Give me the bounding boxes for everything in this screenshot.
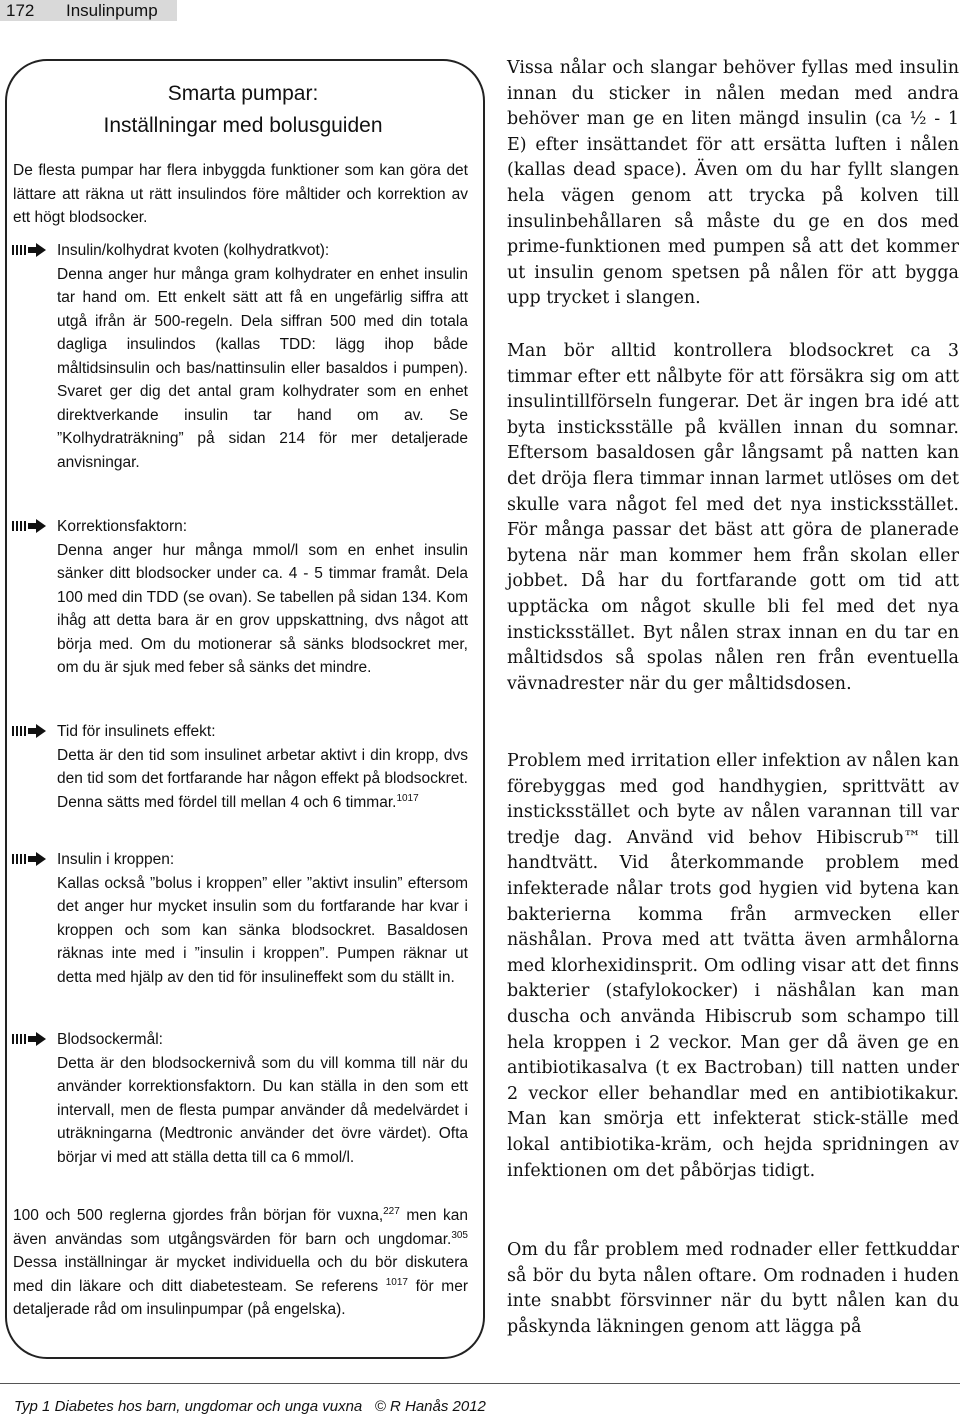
arrow-right-icon: [12, 243, 48, 257]
item-heading: Insulin i kroppen:: [57, 851, 175, 868]
body-paragraph-1: Vissa nålar och slangar behöver fyllas med insulin innan du sticker in nålen medan med andra behöver man ge en liten mängd insulin (ca ½ - 1 E) efter insättandet för att ersätta luften i nålen (kallas dead space). Även om du har fyllt slangen hela vägen genom att trycka på kolven till insulinbehållaren så måste du ge en dos med prime-funktionen med pumpen så att det kommer ut insulin genom spetsen på nålen för att bygga upp trycket i slangen.: [507, 58, 959, 309]
item-text: Denna anger hur många gram kolhydrater en enhet insulin tar hand om. Ett enkelt sätt att få en ungefärlig siffra att utgå ifrån är 500-regeln. Dela siffran 500 med din totala dagliga insulindos (kallas TDD: lägg ihop både måltidsinsulin och bas/nattinsulin eller basaldos i pumpen). Svaret ger dig det antal gram kolhydrater som en enhet direktverkande insulin tar hand om av. Se ”Kolhydraträkning” på sidan 214 för mer detaljerade anvisningar.: [57, 265, 468, 471]
box-closing-paragraph: [13, 1204, 468, 1322]
reference-number: 1017: [385, 1276, 408, 1288]
arrow-right-icon: [12, 852, 48, 866]
item-text: Kallas också ”bolus i kroppen” eller ”aktivt insulin” eftersom det anger hur mycket insulin som du fortfarande har kvar i kroppen och som kan sänka blodsockret. Basaldosen räknas inte med i ”insulin i kroppen”. Pumpen räknar ut detta med hjälp av den tid för insulineffekt som du ställt in.: [57, 874, 468, 986]
page-footer: Typ 1 Diabetes hos barn, ungdomar och unga vuxna © R Hanås 2012: [14, 1398, 486, 1415]
reference-number: 305: [451, 1229, 468, 1241]
arrow-right-icon: [12, 724, 48, 738]
reference-number: 227: [383, 1205, 400, 1217]
box-item-insulin-i-kroppen: [57, 848, 468, 989]
box-item-blodsockermal: [57, 1028, 468, 1169]
page-header: [0, 0, 177, 21]
closing-text-3: Dessa inställningar är mycket individuella och du bör diskutera med din läkare och ditt diabetesteam. Se referens: [13, 1254, 468, 1295]
item-heading: Insulin/kolhydrat kvoten (kolhydratkvot):: [57, 242, 330, 259]
item-heading: Blodsockermål:: [57, 1031, 163, 1048]
item-heading: Tid för insulinets effekt:: [57, 723, 216, 740]
closing-text-2: men kan även användas som utgångsvärden för barn och ungdomar.: [13, 1207, 468, 1248]
reference-number: 1017: [396, 792, 419, 804]
box-item-kolhydratkvot: [57, 239, 468, 474]
section-title: Insulinpump: [66, 1, 158, 20]
box-item-insulineffekt: [57, 720, 468, 814]
body-paragraph-2: Man bör alltid kontrollera blodsockret ca 3 timmar efter ett nålbyte för att försäkra sig om att insulintillförseln fungerar. Det är ingen bra idé att byta insticksställe på kvällen innan du somnar. Eftersom basaldosen går långsamt på natten kan det dröja flera timmar innan larmet utlöses om det skulle vara något fel med det nya insticksstället. För många passar det bäst att göra de planerade bytena när man kommer hem från skolan eller jobbet. Då har du fortfarande gott om tid att upptäcka om något skulle bli fel med det nya insticksstället. Byt nålen strax innan en du tar en måltidsdos så spolas nålen ren från eventuella vävnadrester när du ger måltidsdosen.: [507, 341, 959, 694]
body-paragraph-3: Problem med irritation eller infektion av nålen kan förebyggas med god handhygien, sprittvätt av insticksstället och byte av nålen varannan till var tredje dag. Använd vid behov Hibiscrub™ till handtvätt. Vid återkommande problem med infekterade nålar trots god hygien vid bytena kan bakterierna komma från armvecken eller näshålan. Prova med att tvätta även armhålorna med klorhexidinsprit. Om odling visar att det finns bakterier (stafylokocker) i näshålan kan man duscha och använda Hibiscrub som schampo till hela kroppen i 2 veckor. Man ger då även ge en antibiotikasalva (t ex Bactroban) till natten under 2 veckor eller behandlar med en antibiotikakur. Man kan smörja ett infekterat stick-ställe med lokal antibiotika-kräm, och hejda spridningen av infektionen om det påbörjas tidigt.: [507, 751, 959, 1181]
box-title-line1: Smarta pumpar:: [167, 82, 319, 105]
closing-text-1: 100 och 500 reglerna gjordes från början för vuxna,: [13, 1207, 384, 1224]
item-heading: Korrektionsfaktorn:: [57, 518, 188, 535]
arrow-right-icon: [12, 519, 48, 533]
item-text: Detta är den blodsockernivå som du vill komma till när du använder korrektionsfaktorn. Du kan ställa in den som ett intervall, men de flesta pumpar använder då medelvärdet i uträkningarna (Medtronic använder det övre värdet). Ofta börjar vi med att ställa detta till ca 6 mmol/l.: [57, 1054, 468, 1166]
box-item-korrektionsfaktor: [57, 515, 468, 680]
page-number: 172: [6, 1, 35, 20]
body-paragraph-4: Om du får problem med rodnader eller fettkuddar så bör du byta nålen oftare. Om rodnaden i huden inte snabbt försvinner när du bytt nålen kan du påskynda läkningen genom att lägga på: [507, 1240, 959, 1337]
box-intro: De flesta pumpar har flera inbyggda funktioner som kan göra det lättare att räkna ut rätt insulindos före måltider och korrektion av ett högt blodsocker.: [13, 162, 468, 226]
item-text: Detta är den tid som insulinet arbetar aktivt i din kropp, dvs den tid som det fortfarande har någon effekt på blodsockret. Denna sätts med fördel till mellan 4 och 6 timmar.: [57, 746, 468, 811]
item-text: Denna anger hur många mmol/l som en enhet insulin sänker ditt blodsocker under ca. 4 - 5 timmar framåt. Dela 100 med din TDD (se ovan). Se tabellen på sidan 134. Kom ihåg att detta bara är en grov uppskattning, dvs något att börja med. Om du motionerar så sänks blodsockret mer, om du är sjuk med feber så sänks det mindre.: [57, 541, 468, 676]
box-title-line2: Inställningar med bolusguiden: [103, 114, 383, 137]
footer-rule: [0, 1383, 960, 1384]
arrow-right-icon: [12, 1032, 48, 1046]
closing-text-4: för mer detaljerade råd om insulinpumpar (på engelska).: [13, 1277, 468, 1318]
